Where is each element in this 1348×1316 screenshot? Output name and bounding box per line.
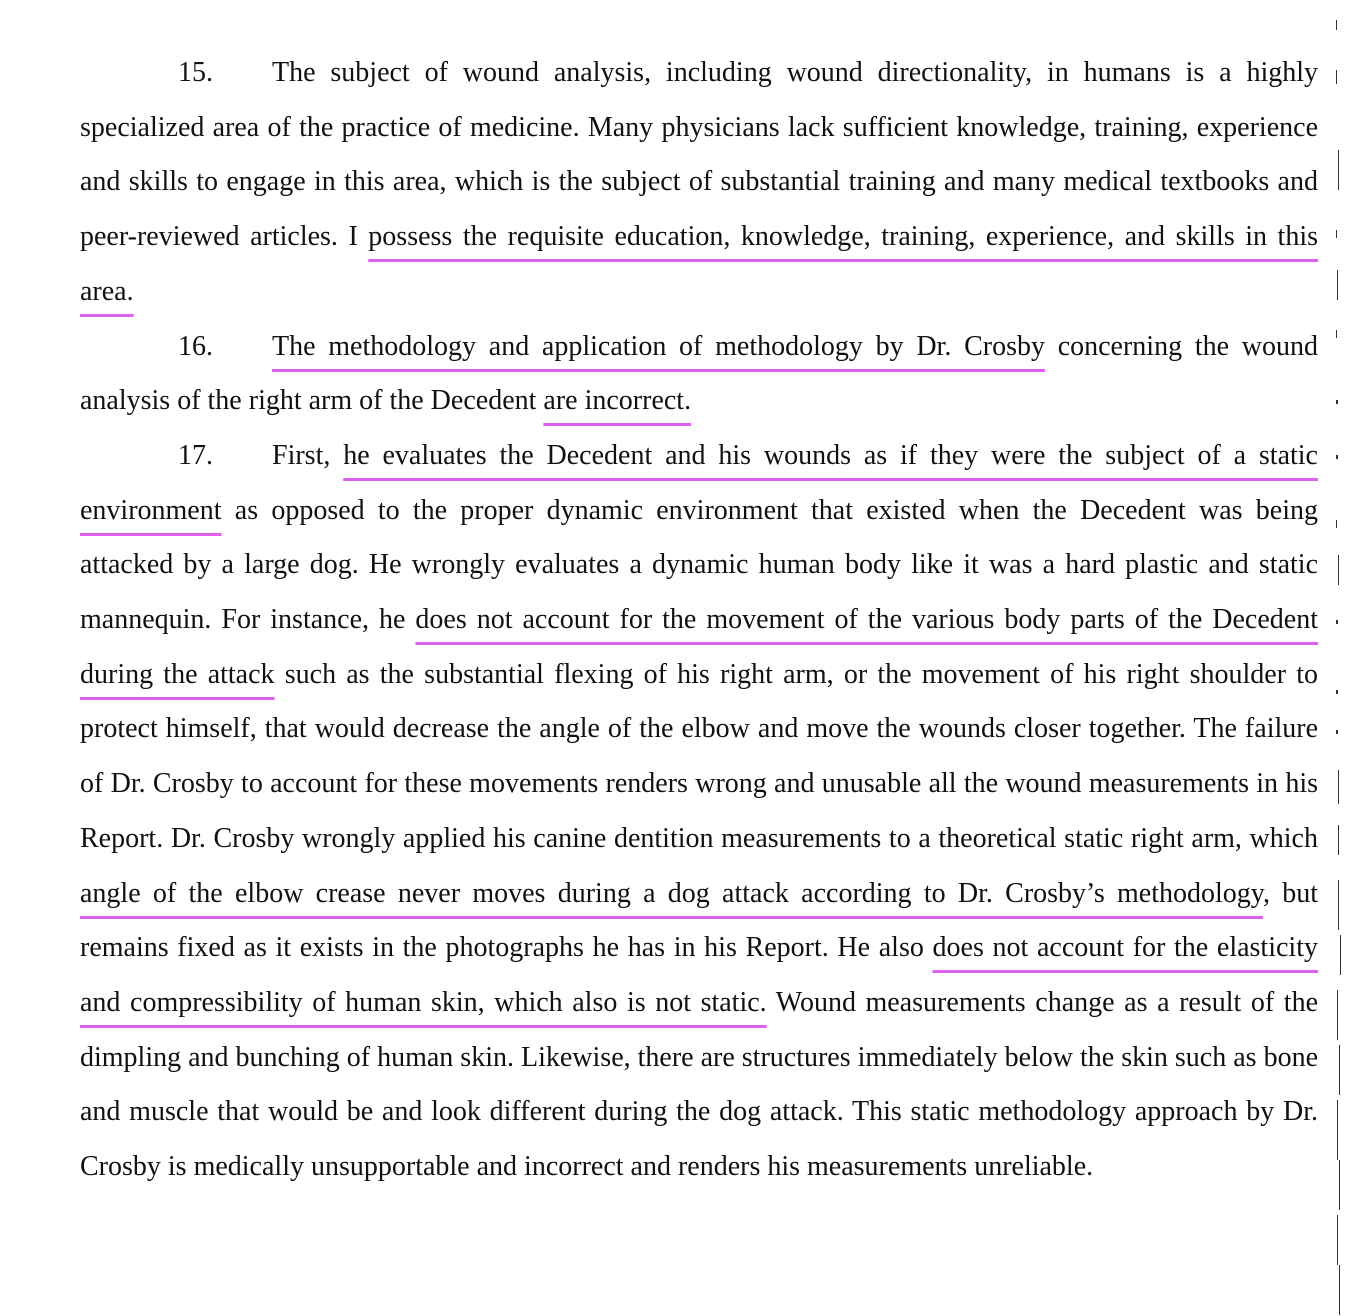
underlined-segment: he evaluates the Decedent and his wounds as if they were the subject of a static environment (80, 439, 1318, 526)
text-segment: as opposed to the proper dynamic environment that existed when the Decedent was being attacked by a large dog. He wrongly evaluates a dynamic human body like it was a hard plastic and static mannequin. For instance, he (80, 494, 1318, 636)
underlined-segment: possess the requisite education, knowledge, training, experience, and skills in this area. (80, 221, 1318, 307)
underlined-segment: The methodology and application of methodology by Dr. Crosby (272, 330, 1045, 362)
document-body (80, 46, 1318, 1195)
scan-edge-artifact (1326, 0, 1348, 1316)
paragraph-17 (80, 429, 1318, 1195)
text-segment: , but remains fixed as it exists in the photographs he has in his Report. He also (80, 877, 1319, 964)
text-segment: First, (272, 439, 344, 471)
paragraph-16 (80, 320, 1318, 429)
underlined-segment: does not account for the movement of the various body parts of the Decedent during the attack (80, 604, 1318, 690)
text-segment: The subject of wound analysis, including wound directionality, in humans is a highly specialized area of the practice of medicine. Many physicians lack sufficient knowledge, training, experience and skills to engage in this area, which is the subject of substantial training and many medical textbooks and peer-reviewed articles. I (80, 57, 1318, 253)
paragraph-number: 16. (178, 330, 213, 362)
paragraph-15 (80, 46, 1318, 320)
paragraph-number: 15. (178, 57, 213, 88)
text-segment: Wound measurements change as a result of the dimpling and bunching of human skin. Likewise, there are structures immediately below the skin such as bone and muscle that would be and look different during the dog attack. This static methodology approach by Dr. Crosby is medically unsupportable and incorrect and renders his measurements unreliable. (80, 986, 1319, 1183)
paragraph-number: 17. (178, 439, 213, 471)
text-segment: such as the substantial flexing of his right arm, or the movement of his right shoulder to protect himself, that would decrease the angle of the elbow and move the wounds closer together. The failure of Dr. Crosby to account for these movements renders wrong and unusable all the wound measurements in his Report. Dr. Crosby wrongly applied his canine dentition measurements to a theoretical static right arm, which (80, 658, 1318, 854)
underlined-segment: does not account for the elasticity and compressibility of human skin, which also is not static. (80, 932, 1318, 1018)
underlined-segment: angle of the elbow crease never moves during a dog attack according to Dr. Crosby’s methodology (80, 877, 1263, 909)
underlined-segment: are incorrect. (543, 385, 692, 417)
text-segment: concerning the wound analysis of the right arm of the Decedent (80, 330, 1318, 417)
